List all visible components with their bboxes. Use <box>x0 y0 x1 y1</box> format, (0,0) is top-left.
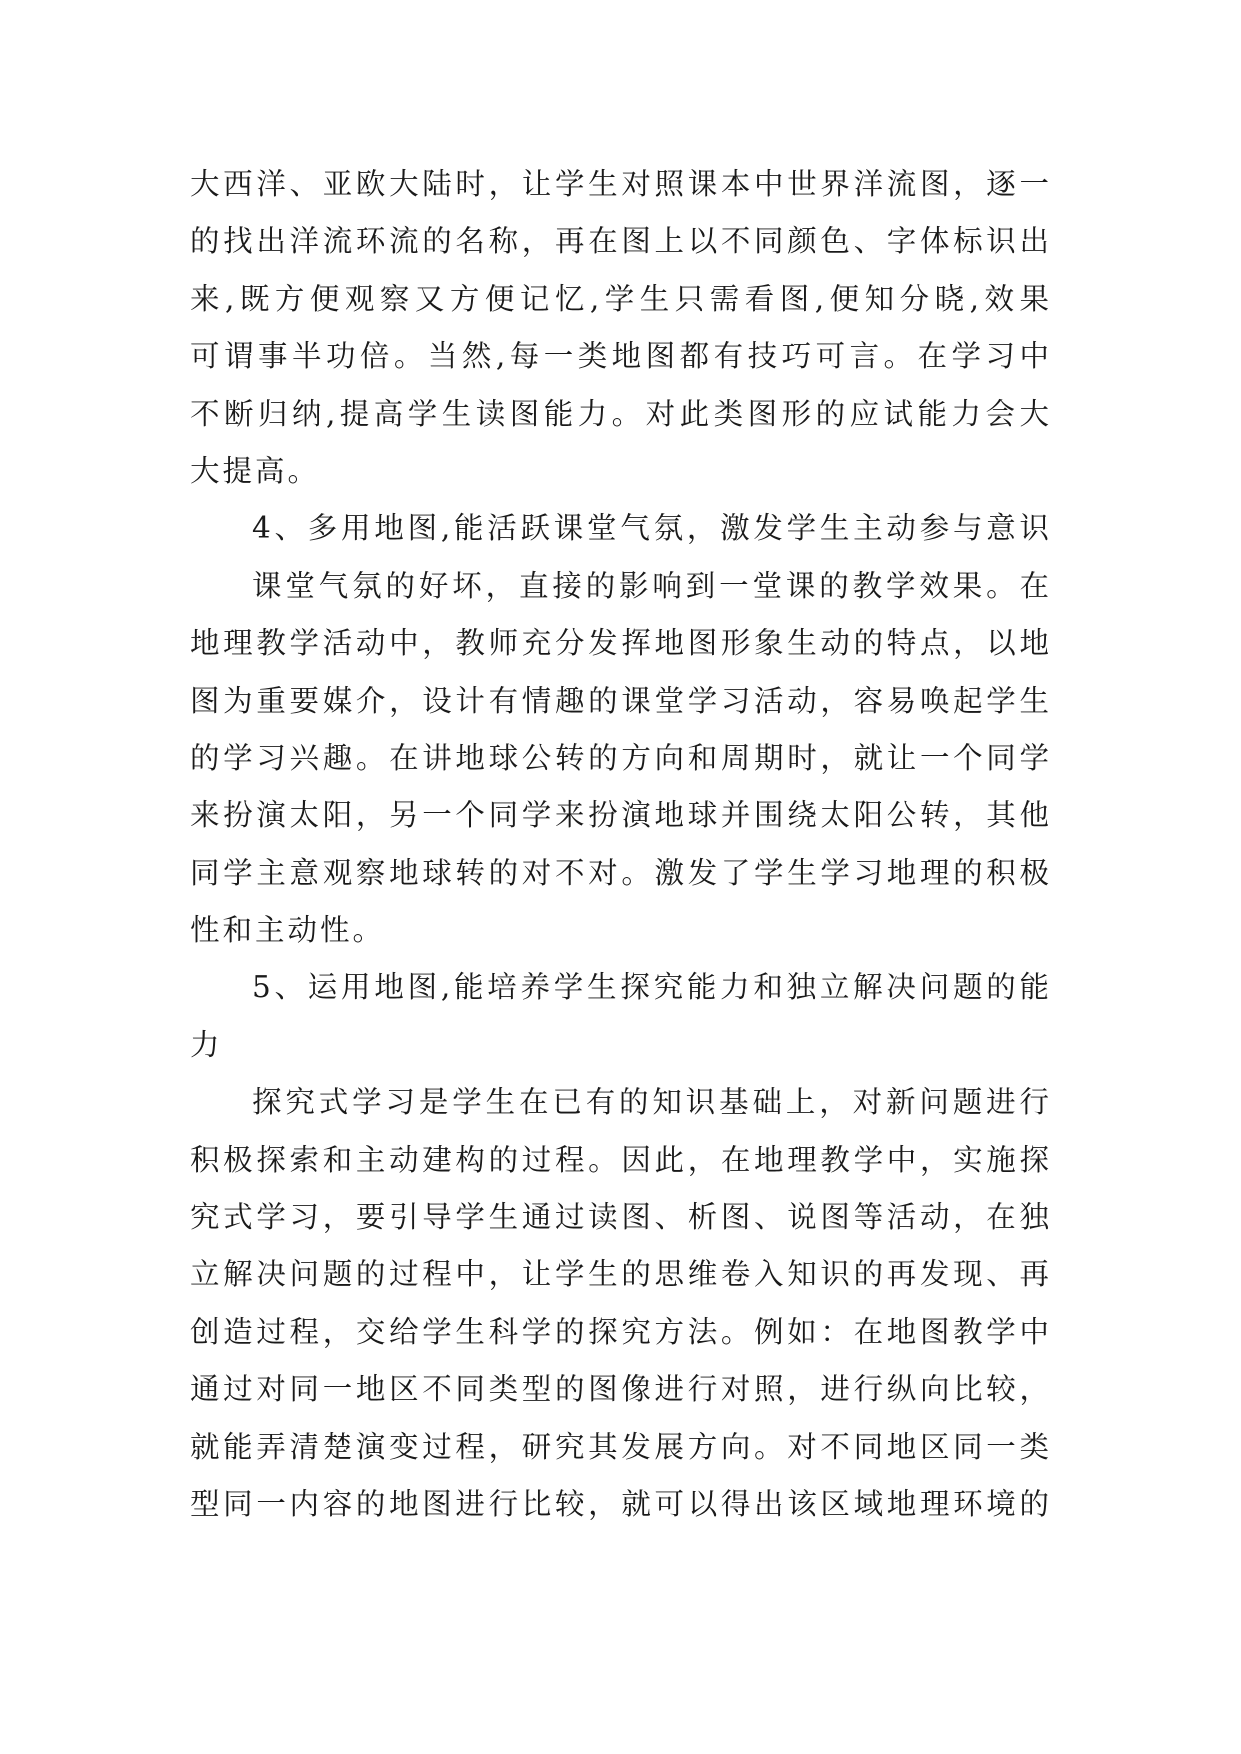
text-line: 来,既方便观察又方便记忆,学生只需看图,便知分晓,效果 <box>190 281 1052 316</box>
text-line: 就能弄清楚演变过程，研究其发展方向。对不同地区同一类 <box>190 1429 1052 1464</box>
text-line: 课堂气氛的好坏，直接的影响到一堂课的教学效果。在 <box>252 568 1052 603</box>
text-line: 同学主意观察地球转的对不对。激发了学生学习地理的积极 <box>190 855 1052 890</box>
text-line: 大提高。 <box>190 453 321 488</box>
text-line: 4、多用地图,能活跃课堂气氛，激发学生主动参与意识 <box>252 511 1052 546</box>
text-line: 究式学习，要引导学生通过读图、析图、说图等活动，在独 <box>190 1200 1052 1235</box>
text-line: 力 <box>190 1027 223 1062</box>
text-line: 的找出洋流环流的名称，再在图上以不同颜色、字体标识出 <box>190 224 1052 259</box>
text-line: 积极探索和主动建构的过程。因此，在地理教学中，实施探 <box>190 1142 1052 1177</box>
text-line: 型同一内容的地图进行比较，就可以得出该区域地理环境的 <box>190 1486 1052 1521</box>
body-text <box>190 156 1052 1533</box>
text-line: 通过对同一地区不同类型的图像进行对照，进行纵向比较， <box>190 1372 1052 1407</box>
text-line: 不断归纳,提高学生读图能力。对此类图形的应试能力会大 <box>190 396 1052 431</box>
text-line: 可谓事半功倍。当然,每一类地图都有技巧可言。在学习中 <box>190 339 1052 374</box>
text-line: 创造过程，交给学生科学的探究方法。例如：在地图教学中 <box>190 1314 1052 1349</box>
text-line: 立解决问题的过程中，让学生的思维卷入知识的再发现、再 <box>190 1257 1052 1292</box>
text-line: 探究式学习是学生在已有的知识基础上，对新问题进行 <box>252 1085 1052 1120</box>
text-line: 来扮演太阳，另一个同学来扮演地球并围绕太阳公转，其他 <box>190 798 1052 833</box>
text-line: 图为重要媒介，设计有情趣的课堂学习活动，容易唤起学生 <box>190 683 1052 718</box>
text-line: 大西洋、亚欧大陆时，让学生对照课本中世界洋流图，逐一 <box>190 167 1052 201</box>
text-line: 的学习兴趣。在讲地球公转的方向和周期时，就让一个同学 <box>190 740 1052 775</box>
text-line: 地理教学活动中，教师充分发挥地图形象生动的特点，以地 <box>190 626 1052 661</box>
text-line: 性和主动性。 <box>190 913 386 948</box>
text-line: 5、运用地图,能培养学生探究能力和独立解决问题的能 <box>252 970 1052 1005</box>
